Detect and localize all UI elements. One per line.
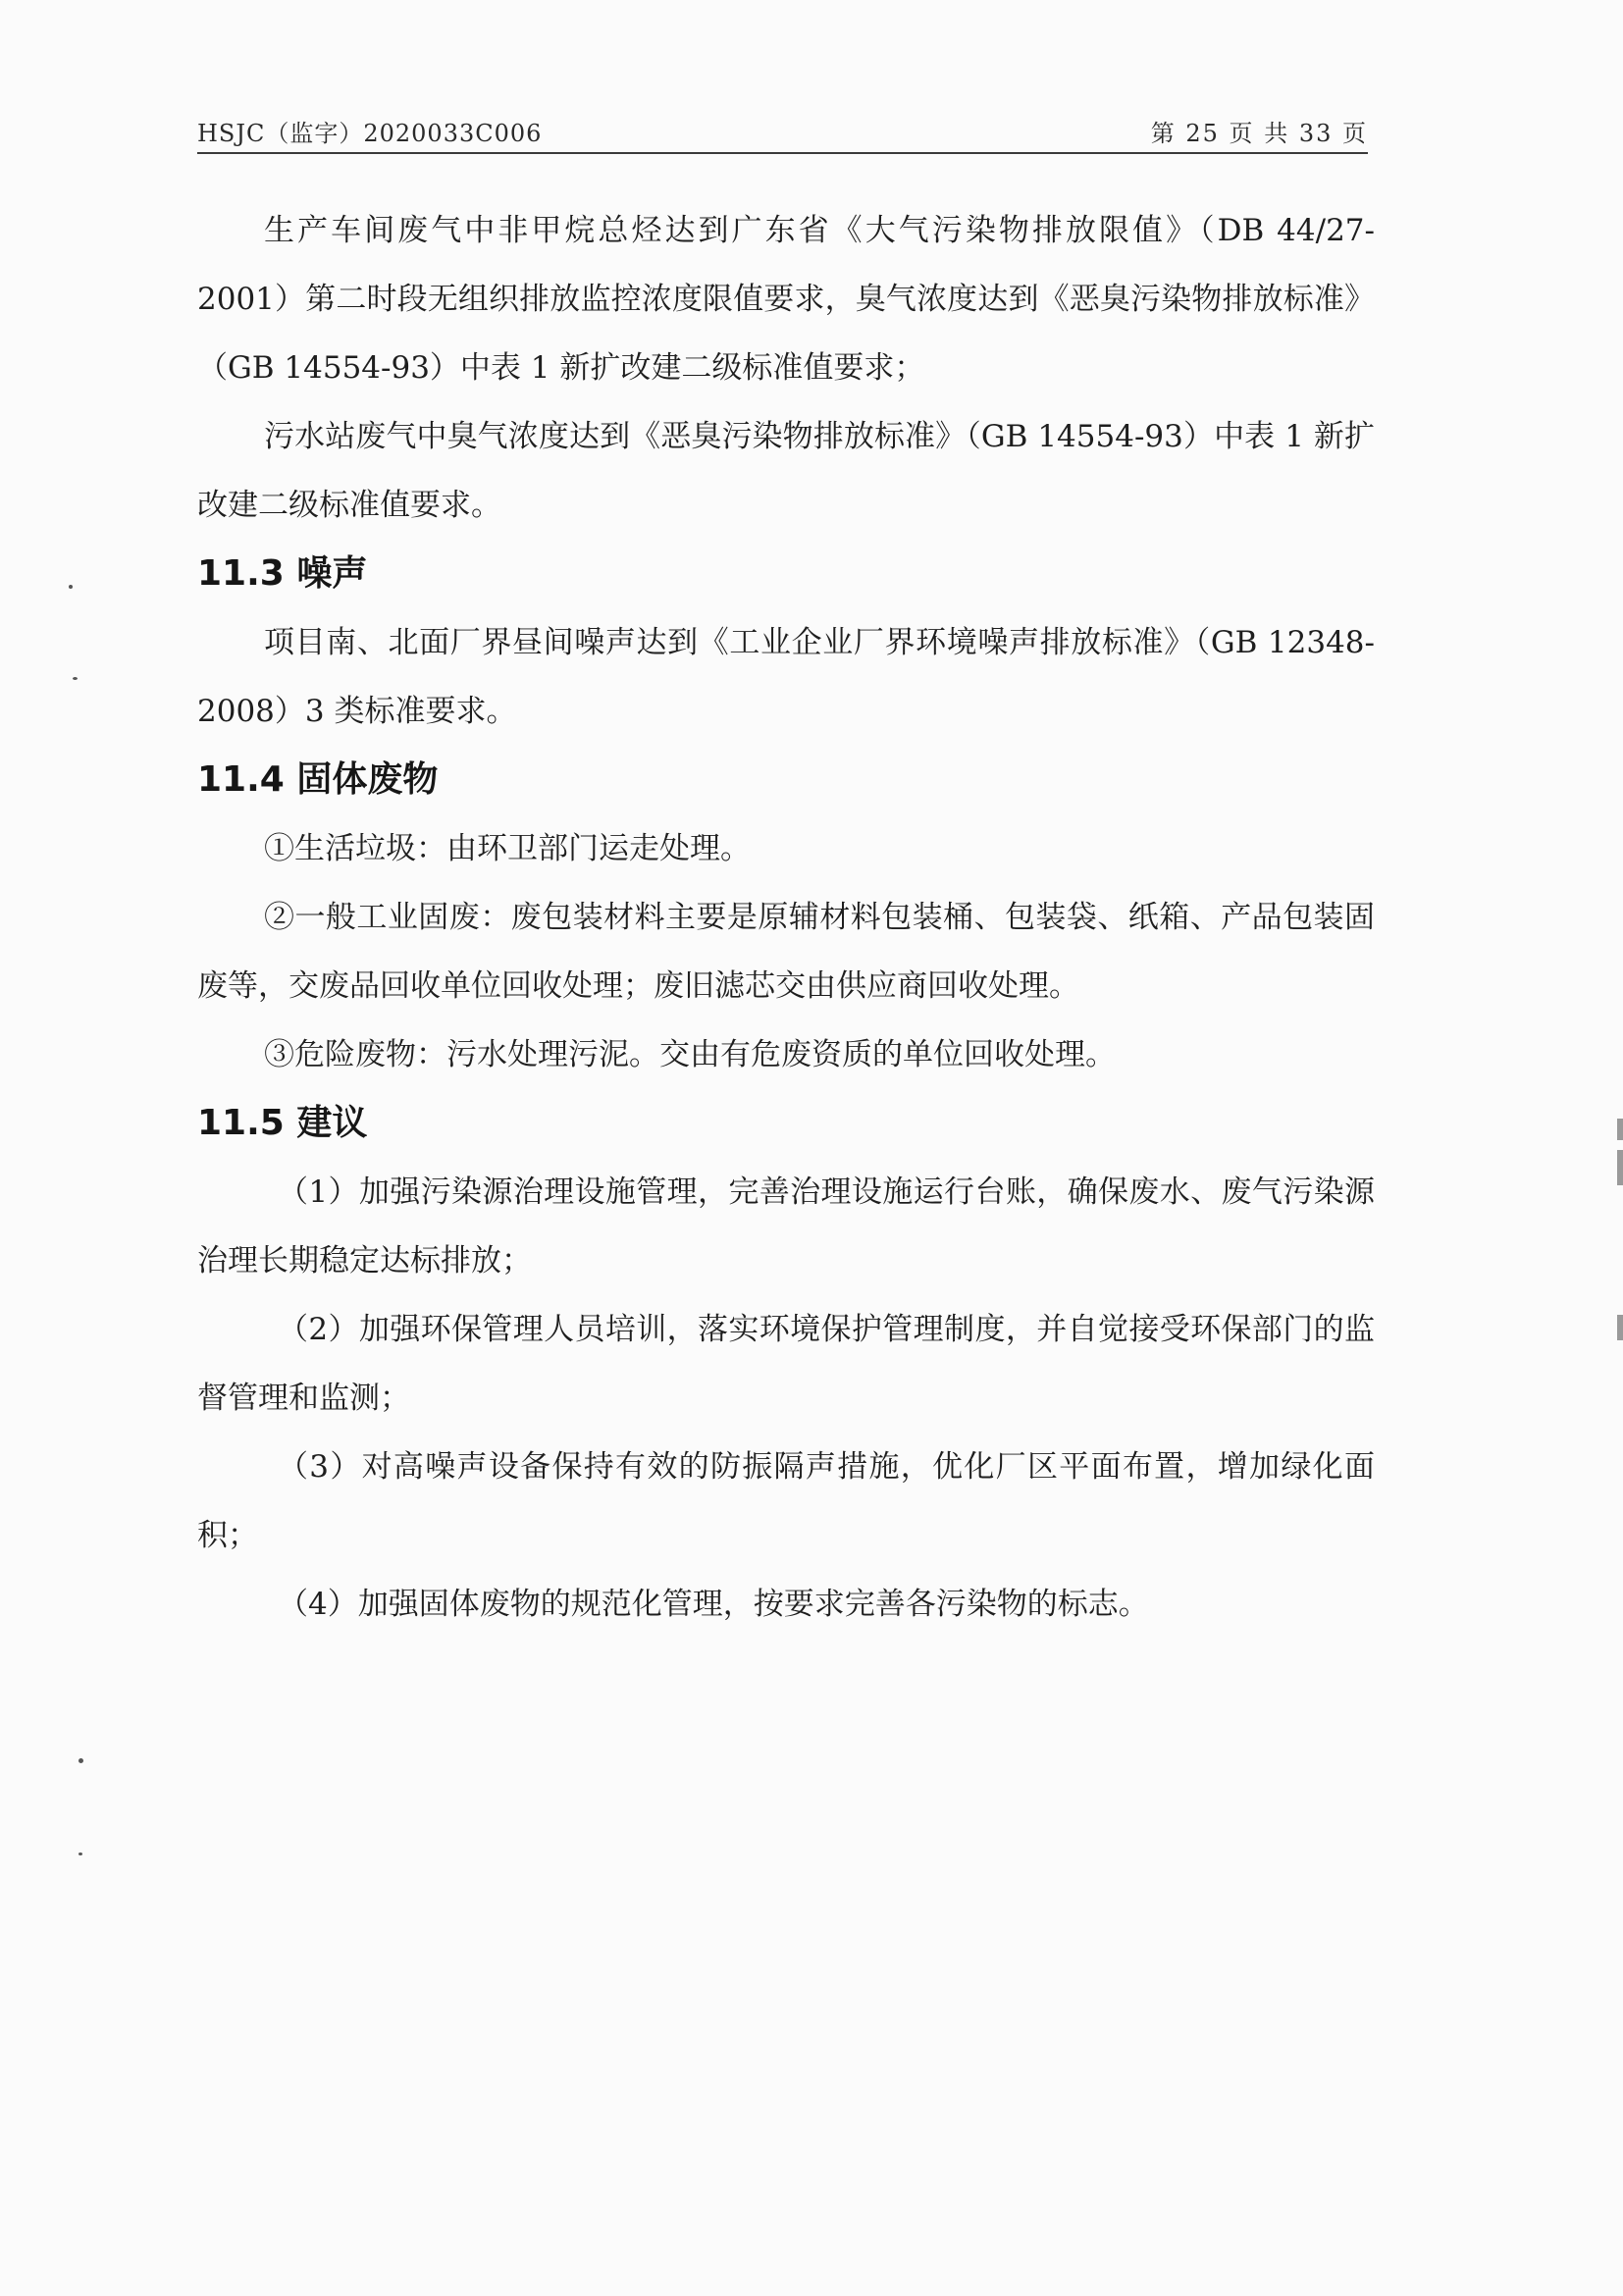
section-heading-solid-waste: 11.4 固体废物 bbox=[197, 759, 439, 800]
scan-speck bbox=[79, 1852, 82, 1855]
paragraph-wastewater-station: 污水站废气中臭气浓度达到《恶臭污染物排放标准》（GB 14554-93）中表 1 新扩改建二级标准值要求。 bbox=[197, 419, 1375, 523]
list-item-suggestion-2: （2）加强环保管理人员培训，落实环境保护管理制度，并自觉接受环保部门的监督管理和监测； bbox=[197, 1312, 1375, 1416]
list-item-hazardous-waste: ③危险废物：污水处理污泥。交由有危废资质的单位回收处理。 bbox=[264, 1037, 1116, 1072]
list-item-domestic-waste: ①生活垃圾：由环卫部门运走处理。 bbox=[264, 831, 751, 866]
document-body bbox=[197, 196, 1375, 1639]
list-item-suggestion-3: （3）对高噪声设备保持有效的防振隔声措施，优化厂区平面布置，增加绿化面积； bbox=[197, 1449, 1375, 1553]
list-item-suggestion-4: （4）加强固体废物的规范化管理，按要求完善各污染物的标志。 bbox=[278, 1587, 1149, 1622]
section-heading-noise: 11.3 噪声 bbox=[197, 553, 368, 594]
document-number: HSJC（监字）2020033C006 bbox=[197, 120, 543, 147]
paragraph-noise: 项目南、北面厂界昼间噪声达到《工业企业厂界环境噪声排放标准》（GB 12348-2008）3 类标准要求。 bbox=[197, 625, 1375, 729]
scan-edge-mark bbox=[1617, 1150, 1623, 1185]
scan-speck bbox=[73, 677, 78, 680]
scan-speck bbox=[79, 1758, 83, 1763]
scan-edge-mark bbox=[1617, 1119, 1623, 1140]
list-item-suggestion-1: （1）加强污染源治理设施管理，完善治理设施运行台账，确保废水、废气污染源治理长期稳定达标排放； bbox=[197, 1174, 1375, 1278]
section-heading-suggestions: 11.5 建议 bbox=[197, 1103, 368, 1143]
paragraph-workshop-emissions: 生产车间废气中非甲烷总烃达到广东省《大气污染物排放限值》（DB 44/27-2001）第二时段无组织排放监控浓度限值要求，臭气浓度达到《恶臭污染物排放标准》（GB 14554-93）中表 1 新扩改建二级标准值要求； bbox=[197, 213, 1375, 386]
scan-speck bbox=[69, 585, 73, 589]
scan-edge-mark bbox=[1617, 1315, 1623, 1340]
list-item-general-industrial-waste: ②一般工业固废：废包装材料主要是原辅材料包装桶、包装袋、纸箱、产品包装固废等，交废品回收单位回收处理；废旧滤芯交由供应商回收处理。 bbox=[197, 900, 1375, 1004]
page-number: 第 25 页 共 33 页 bbox=[1150, 120, 1368, 147]
page-header bbox=[197, 115, 1368, 154]
